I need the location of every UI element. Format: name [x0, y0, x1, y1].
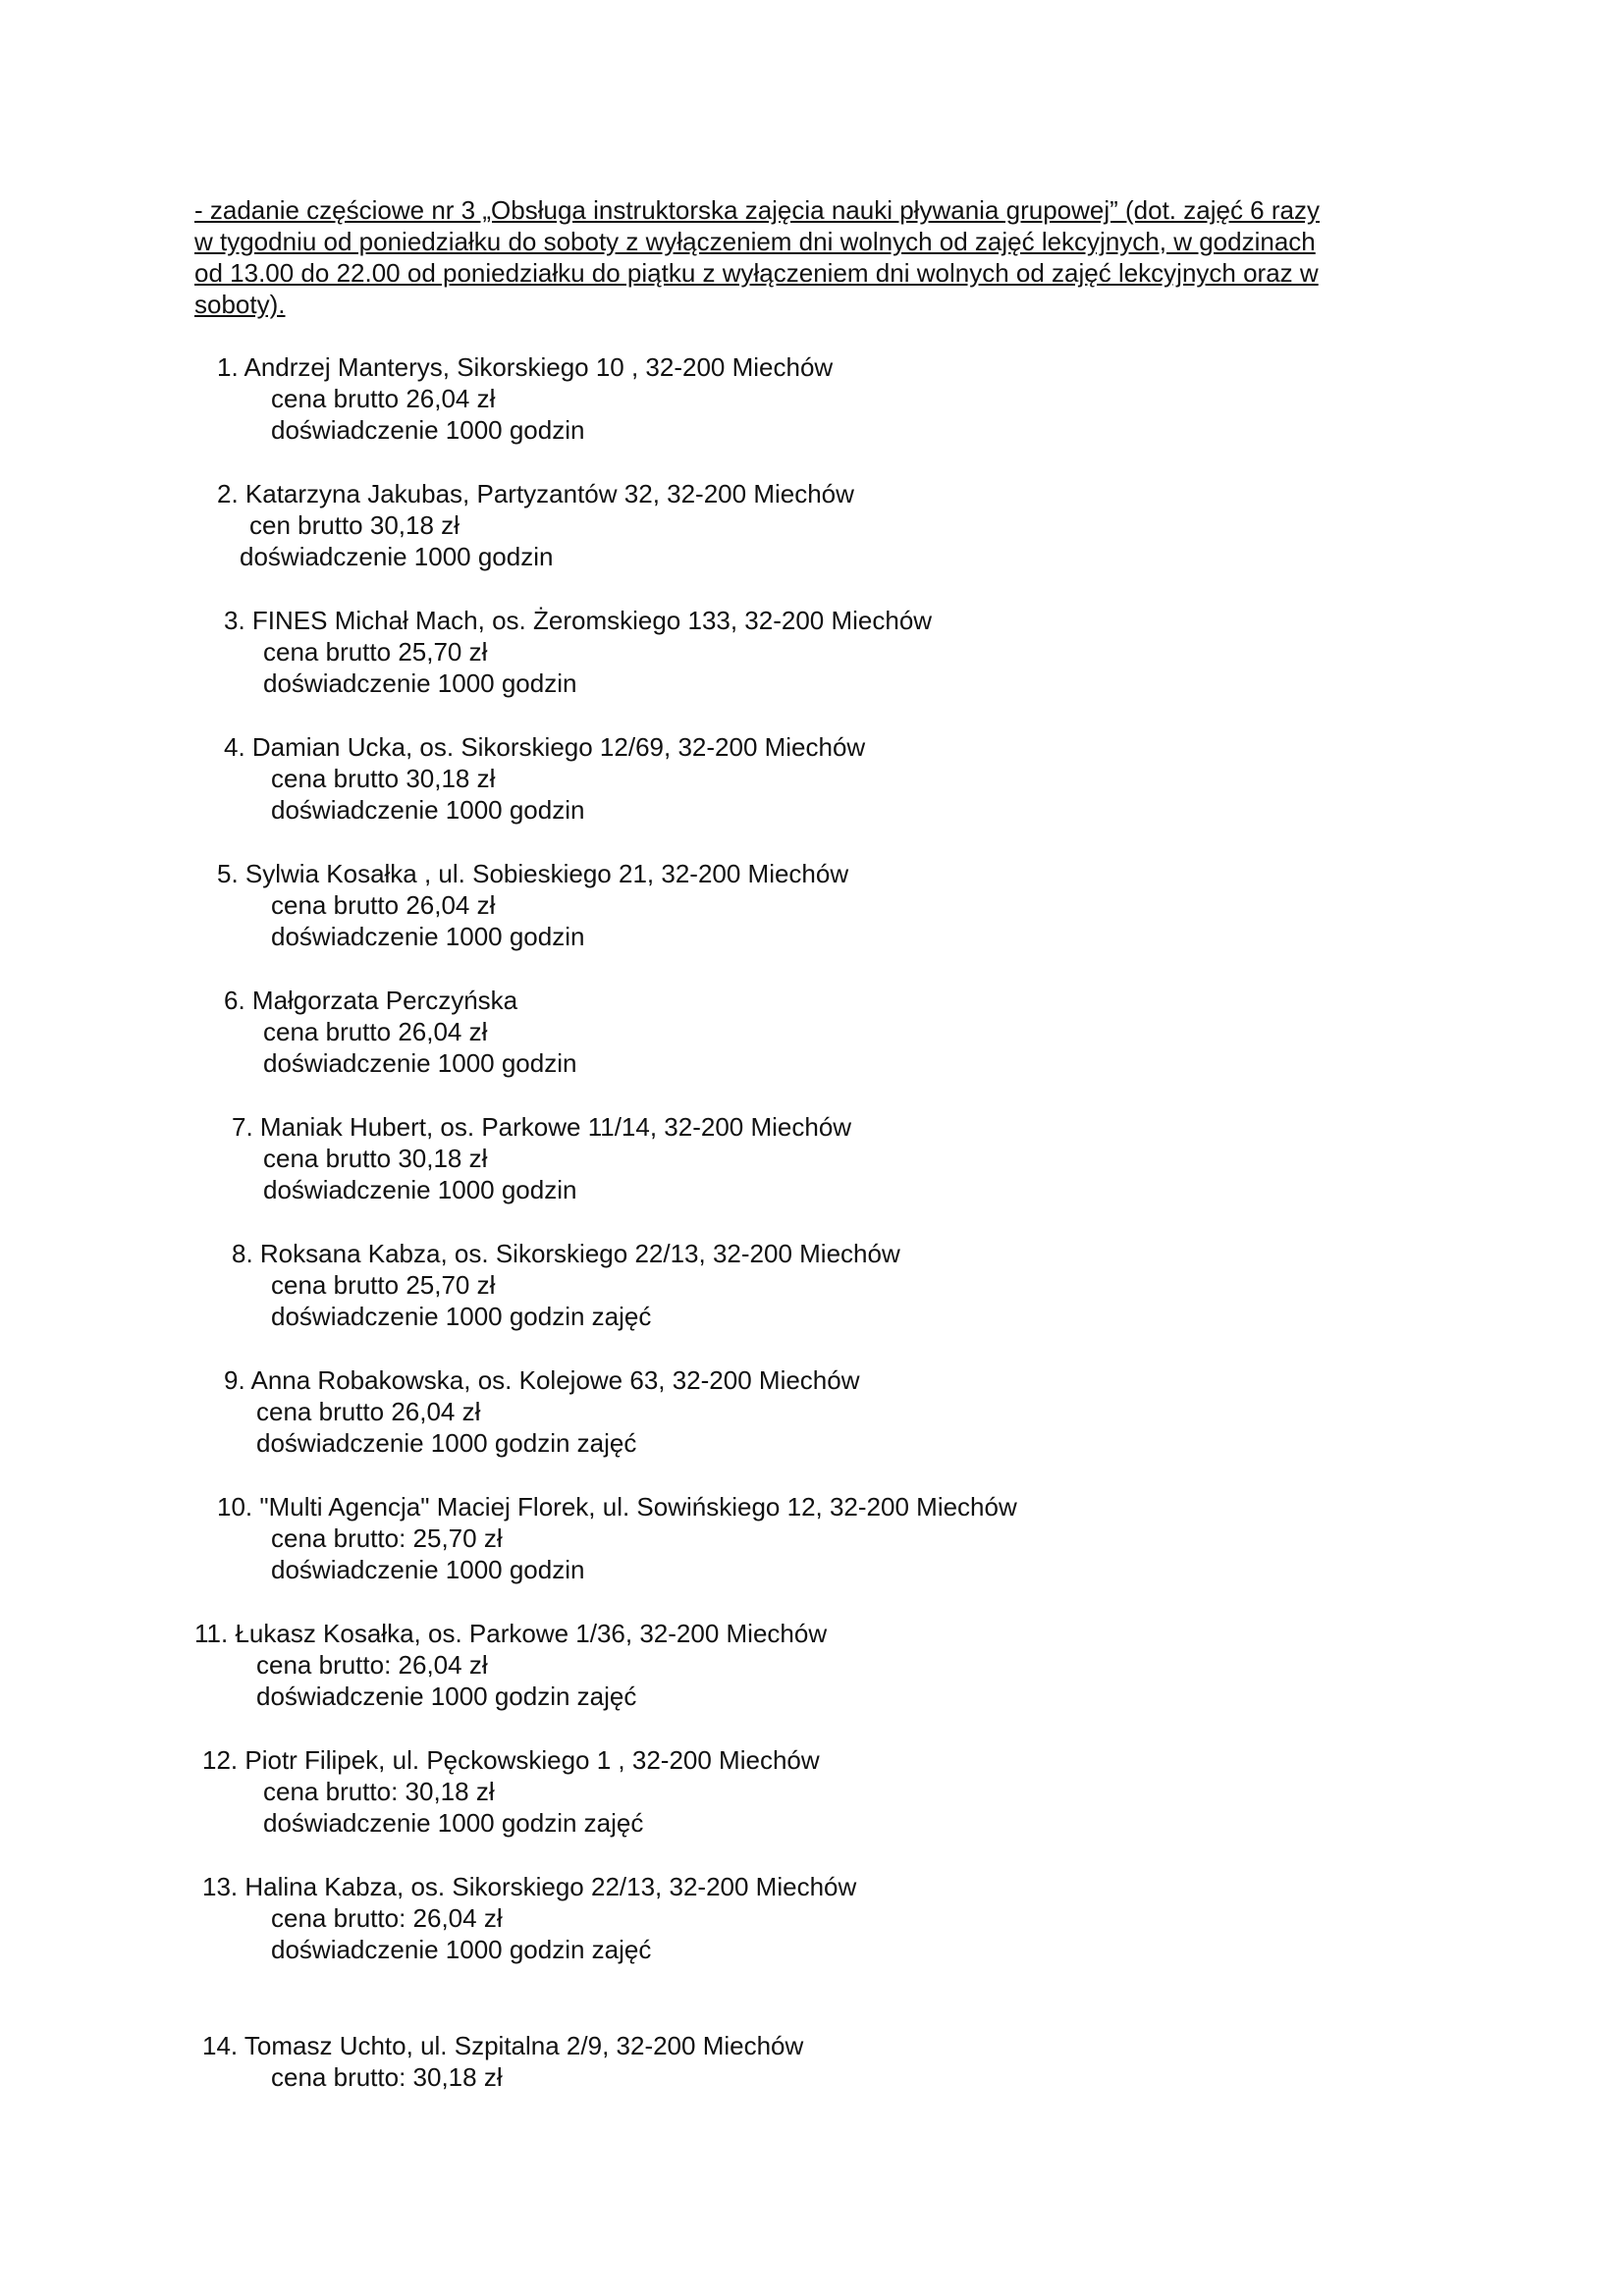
entry-price: cena brutto 26,04 zł	[256, 1397, 481, 1426]
entry-title: 11. Łukasz Kosałka, os. Parkowe 1/36, 32-200 Miechów	[194, 1619, 828, 1648]
entry-price: cena brutto: 26,04 zł	[256, 1650, 488, 1680]
list-item	[224, 605, 932, 699]
list-item	[194, 1618, 827, 1712]
entry-price: cena brutto 26,04 zł	[263, 1017, 488, 1046]
entry-price: cena brutto: 26,04 zł	[271, 1903, 503, 1933]
list-item	[202, 1871, 856, 1965]
header-line-2: w tygodniu od poniedziałku do soboty z wyłączeniem dni wolnych od zajęć lekcyjnych, w godzinach	[194, 227, 1316, 256]
entry-price: cen brutto 30,18 zł	[249, 510, 460, 540]
entry-title: 5. Sylwia Kosałka , ul. Sobieskiego 21, 32-200 Miechów	[217, 859, 849, 888]
entry-experience: doświadczenie 1000 godzin zajęć	[256, 1682, 637, 1711]
entry-title: 8. Roksana Kabza, os. Sikorskiego 22/13, 32-200 Miechów	[232, 1239, 900, 1268]
entry-experience: doświadczenie 1000 godzin zajęć	[271, 1935, 652, 1964]
entry-title: 13. Halina Kabza, os. Sikorskiego 22/13, 32-200 Miechów	[202, 1872, 857, 1901]
entry-title: 2. Katarzyna Jakubas, Partyzantów 32, 32-200 Miechów	[217, 479, 854, 508]
list-item	[224, 985, 577, 1079]
list-item	[217, 478, 854, 572]
entry-experience: doświadczenie 1000 godzin	[240, 542, 554, 571]
entry-title: 7. Maniak Hubert, os. Parkowe 11/14, 32-200 Miechów	[232, 1112, 852, 1142]
entry-price: cena brutto 25,70 zł	[271, 1270, 496, 1300]
entry-experience: doświadczenie 1000 godzin	[271, 1555, 585, 1584]
entry-experience: doświadczenie 1000 godzin	[263, 1048, 577, 1078]
entry-title: 9. Anna Robakowska, os. Kolejowe 63, 32-200 Miechów	[224, 1365, 860, 1395]
entry-title: 4. Damian Ucka, os. Sikorskiego 12/69, 32-200 Miechów	[224, 732, 866, 762]
task-header	[194, 194, 1441, 320]
header-line-4: soboty).	[194, 290, 286, 319]
entry-experience: doświadczenie 1000 godzin	[271, 795, 585, 825]
list-item	[202, 1744, 820, 1839]
entry-experience: doświadczenie 1000 godzin zajęć	[256, 1428, 637, 1458]
entry-price: cena brutto 25,70 zł	[263, 637, 488, 667]
entry-price: cena brutto: 25,70 zł	[271, 1523, 503, 1553]
list-item	[217, 1491, 1017, 1585]
entry-experience: doświadczenie 1000 godzin	[271, 922, 585, 951]
entry-title: 6. Małgorzata Perczyńska	[224, 986, 518, 1015]
list-item	[232, 1238, 900, 1332]
entry-price: cena brutto: 30,18 zł	[263, 1777, 495, 1806]
list-item	[217, 351, 833, 446]
header-line-1: - zadanie częściowe nr 3 „Obsługa instruktorska zajęcia nauki pływania grupowej” (dot. zajęć 6 razy	[194, 195, 1320, 225]
entry-experience: doświadczenie 1000 godzin zajęć	[263, 1808, 644, 1838]
list-item	[224, 1364, 860, 1459]
entry-price: cena brutto 26,04 zł	[271, 384, 496, 413]
entry-price: cena brutto 30,18 zł	[263, 1144, 488, 1173]
header-line-3: od 13.00 do 22.00 od poniedziałku do piątku z wyłączeniem dni wolnych od zajęć lekcyjnych oraz w	[194, 258, 1319, 288]
entry-price: cena brutto: 30,18 zł	[271, 2062, 503, 2092]
entry-experience: doświadczenie 1000 godzin	[263, 1175, 577, 1204]
entry-title: 14. Tomasz Uchto, ul. Szpitalna 2/9, 32-200 Miechów	[202, 2031, 804, 2060]
entry-experience: doświadczenie 1000 godzin	[271, 415, 585, 445]
list-item	[202, 2030, 803, 2093]
list-item	[217, 858, 848, 952]
entry-experience: doświadczenie 1000 godzin	[263, 668, 577, 698]
entry-price: cena brutto 26,04 zł	[271, 890, 496, 920]
list-item	[224, 731, 865, 826]
entry-title: 10. "Multi Agencja" Maciej Florek, ul. Sowińskiego 12, 32-200 Miechów	[217, 1492, 1017, 1522]
list-item	[232, 1111, 851, 1205]
entry-title: 12. Piotr Filipek, ul. Pęckowskiego 1 , 32-200 Miechów	[202, 1745, 820, 1775]
entry-price: cena brutto 30,18 zł	[271, 764, 496, 793]
entry-experience: doświadczenie 1000 godzin zajęć	[271, 1302, 652, 1331]
entry-title: 3. FINES Michał Mach, os. Żeromskiego 133, 32-200 Miechów	[224, 606, 933, 635]
entry-title: 1. Andrzej Manterys, Sikorskiego 10 , 32-200 Miechów	[217, 352, 834, 382]
